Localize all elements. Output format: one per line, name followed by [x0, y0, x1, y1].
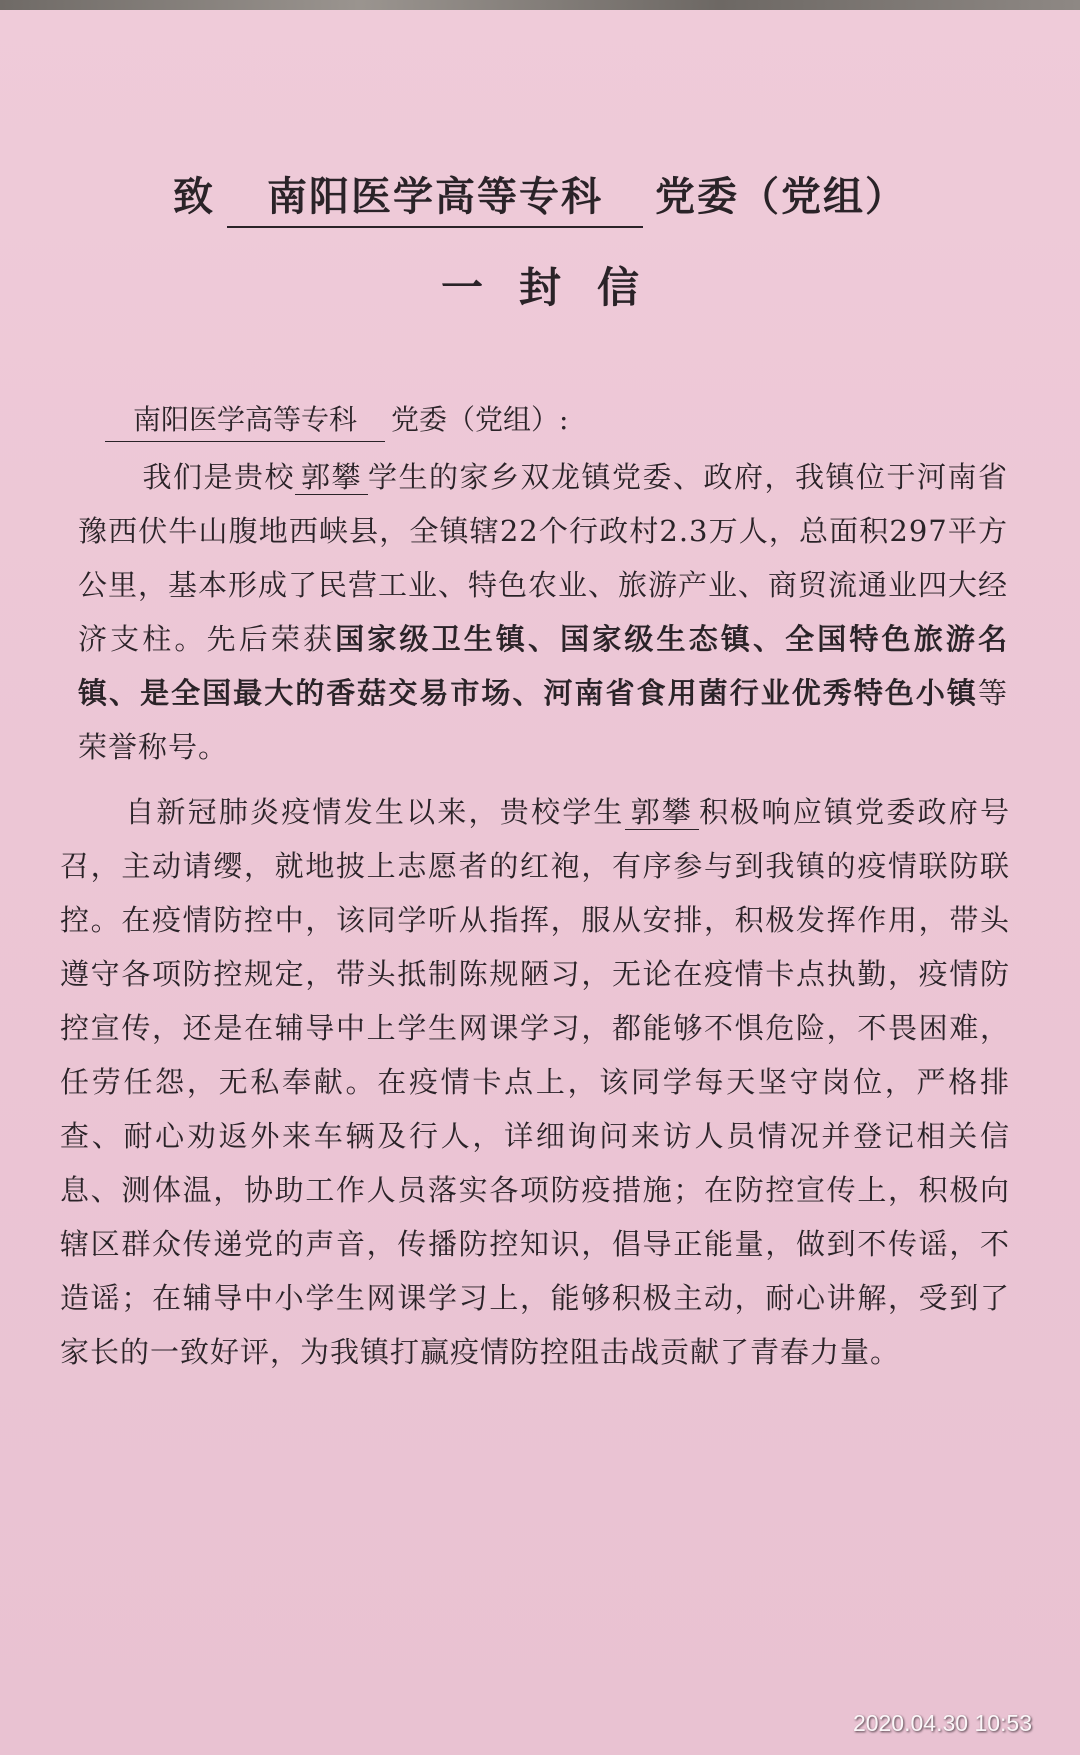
- para1-honors: 国家级卫生镇、国家级生态镇、全国特色旅游名镇、是全国最大的香菇交易市场、河南省食用菌行业优秀特色小镇: [78, 622, 1008, 710]
- paragraph-introduction: [78, 450, 1008, 774]
- para1-text-3: 等荣誉称号。: [78, 676, 1008, 764]
- title-recipient: 南阳医学高等专科: [227, 165, 643, 228]
- paragraph-volunteer-work: [60, 785, 1010, 1379]
- letter-title: [0, 165, 1080, 228]
- paper-top-edge: [0, 0, 1080, 10]
- photo-timestamp: 2020.04.30 10:53: [852, 1710, 1032, 1736]
- para2-text-2: 积极响应镇党委政府号召，主动请缨，就地披上志愿者的红袍，有序参与到我镇的疫情联防联控。在疫情防控中，该同学听从指挥，服从安排，积极发挥作用，带头遵守各项防控规定，带头抵制陈规陋习，无论在疫情卡点执勤，疫情防控宣传，还是在辅导中上学生网课学习，都能够不惧危险，不畏困难，任劳任怨，无私奉献。在疫情卡点上，该同学每天坚守岗位，严格排查、耐心劝返外来车辆及行人，详细询问来访人员情况并登记相关信息、测体温，协助工作人员落实各项防疫措施；在防控宣传上，积极向辖区群众传递党的声音，传播防控知识，倡导正能量，做到不传谣，不造谣；在辅导中小学生网课学习上，能够积极主动，耐心讲解，受到了家长的一致好评，为我镇打赢疫情防控阻击战贡献了青春力量。: [60, 795, 1010, 1369]
- para1-text-2: 学生的家乡双龙镇党委、政府，我镇位于河南省豫西伏牛山腹地西峡县，全镇辖22个行政村2.3万人，总面积297平方公里，基本形成了民营工业、特色农业、旅游产业、商贸流通业四大经济支柱。先后荣获: [78, 460, 1009, 656]
- letter-subtitle: 一封信: [440, 263, 675, 312]
- para1-text-1: 我们是贵校: [142, 460, 295, 494]
- title-prefix: 致: [173, 173, 215, 220]
- salutation-recipient: 南阳医学高等专科: [105, 398, 385, 442]
- para2-student-name: 郭攀: [625, 795, 699, 830]
- salutation: [105, 398, 568, 442]
- para1-student-name: 郭攀: [295, 460, 368, 495]
- title-suffix: 党委（党组）: [655, 173, 907, 220]
- para2-text-1: 自新冠肺炎疫情发生以来，贵校学生: [124, 795, 625, 829]
- salutation-suffix: 党委（党组）:: [391, 403, 569, 436]
